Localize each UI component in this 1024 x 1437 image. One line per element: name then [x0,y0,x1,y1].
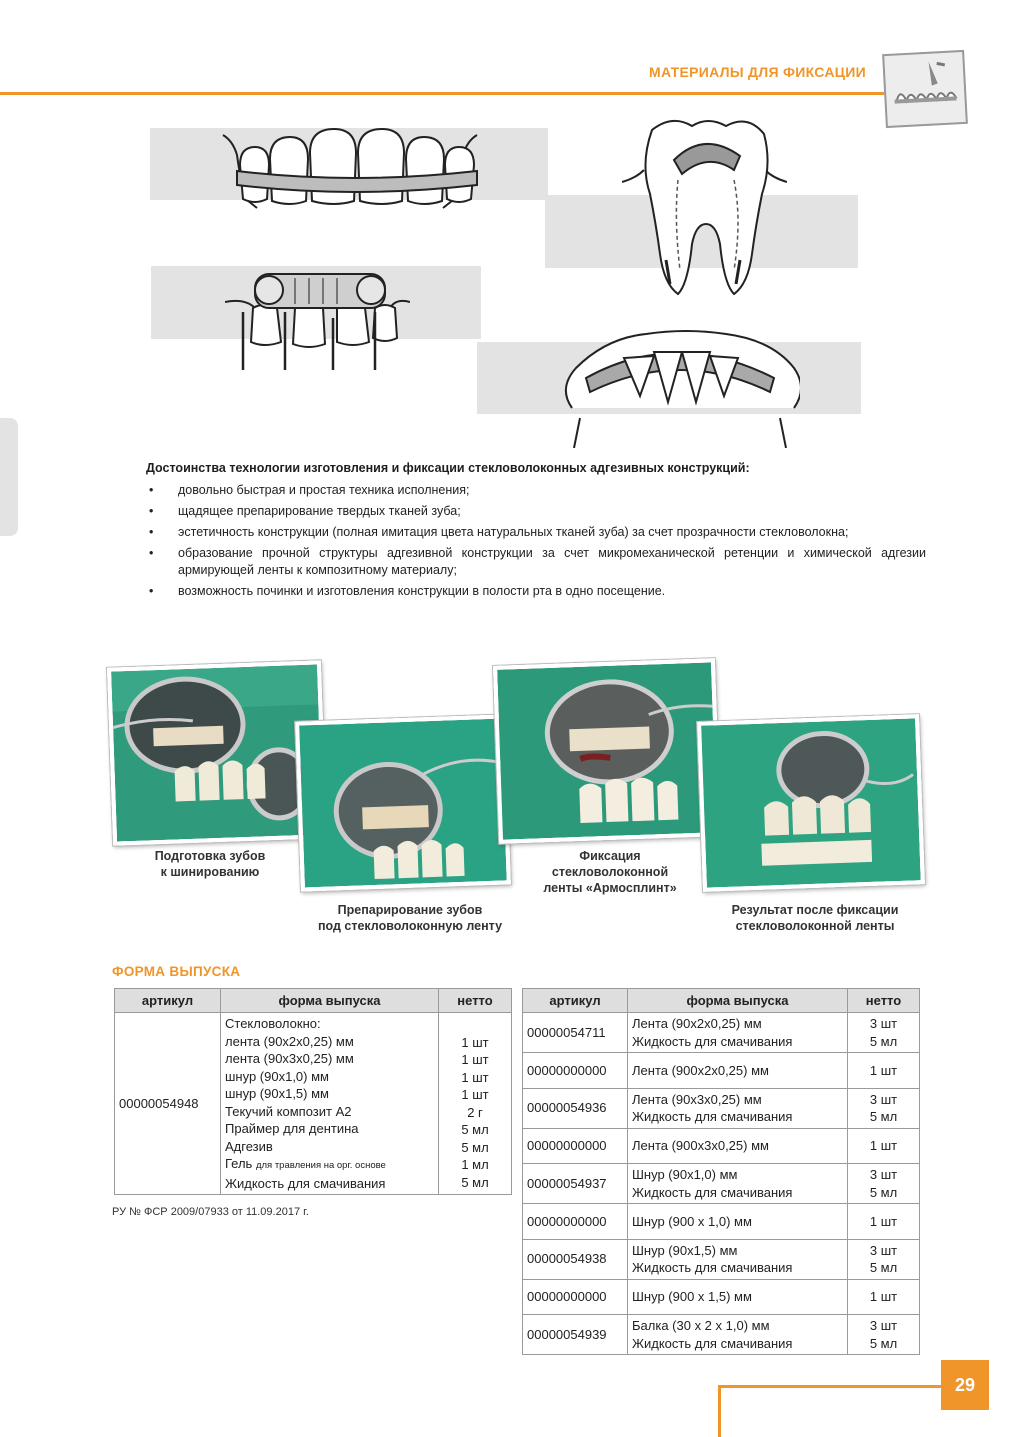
form-cell: Шнур (900 x 1,0) мм [628,1204,848,1240]
article-cell: 00000000000 [523,1279,628,1315]
table-row [523,1013,920,1053]
photo-caption: Результат после фиксации стекловолоконной ленты [731,903,899,933]
footer-frame [718,1385,944,1388]
table-row [115,1013,512,1195]
table-row [523,1279,920,1315]
column-header: артикул [523,989,628,1013]
article-cell: 00000054938 [523,1239,628,1279]
article-cell: 00000000000 [523,1128,628,1164]
side-tab [0,418,18,536]
photo-drilling [295,714,511,891]
form-cell: Лента (90x3x0,25) мм Жидкость для смачивания [628,1088,848,1128]
page-number: 29 [941,1360,989,1410]
lower-arch-illustration [560,318,800,448]
section-title: МАТЕРИАЛЫ ДЛЯ ФИКСАЦИИ [648,64,866,80]
table-row [523,1204,920,1240]
photo-fixation [493,658,721,844]
advantage-item: • эстетичность конструкции (полная имитация цвета натуральных тканей зуба) за счет прозрачности стекловолокна; [146,524,926,541]
release-table-items [522,988,920,1355]
advantages-title: Достоинства технологии изготовления и фиксации стекловолоконных адгезивных конструкций: [146,461,750,475]
gel-line: Гель для травления на орг. основе [225,1156,386,1171]
table-row [523,1053,920,1089]
form-cell: Балка (30 x 2 x 1,0) мм Жидкость для смачивания [628,1315,848,1355]
photo-caption: Фиксация стекловолоконной ленты «Армосплинт» [543,849,677,895]
table-row [523,1088,920,1128]
advantage-item: • довольно быстрая и простая техника исполнения; [146,482,926,499]
netto-cell: 1 шт [848,1053,920,1089]
advantage-item: • щадящее препарирование твердых тканей зуба; [146,503,926,520]
table-row [523,1128,920,1164]
netto-cell: 3 шт 5 мл [848,1315,920,1355]
netto-cell: 1 шт 1 шт 1 шт 1 шт 2 г 5 мл 5 мл 1 мл 5 мл [439,1013,512,1195]
bridge-splint-illustration [225,268,410,373]
article-cell: 00000054939 [523,1315,628,1355]
photo-caption: Подготовка зубов к шинированию [154,849,266,879]
advantages-list [146,482,926,604]
article-cell: 00000054937 [523,1164,628,1204]
netto-cell: 3 шт 5 мл [848,1088,920,1128]
netto-cell: 3 шт 5 мл [848,1013,920,1053]
netto-cell: 1 шт [848,1279,920,1315]
netto-cell: 3 шт 5 мл [848,1239,920,1279]
molar-section-illustration [622,110,787,305]
advantage-item: • возможность починки и изготовления конструкции в полости рта в одно посещение. [146,583,926,600]
column-header: нетто [439,989,512,1013]
netto-cell: 3 шт 5 мл [848,1164,920,1204]
form-cell: Шнур (90x1,5) мм Жидкость для смачивания [628,1239,848,1279]
form-cell: Лента (900x3x0,25) мм [628,1128,848,1164]
form-cell: Стекловолокно: лента (90x2x0,25) мм лента (90x3x0,25) мм шнур (90x1,0) мм шнур (90x1,5) мм Текучий композит А2 Праймер для дентина Адгезив Гель для травления на орг. основе Жидкость для смачивания [221,1013,439,1195]
article-cell: 00000054936 [523,1088,628,1128]
netto-cell: 1 шт [848,1204,920,1240]
photo-caption: Препарирование зубов под стекловолоконную ленту [317,903,503,933]
form-cell: Шнур (90x1,0) мм Жидкость для смачивания [628,1164,848,1204]
article-cell: 00000000000 [523,1053,628,1089]
form-cell: Шнур (900 x 1,5) мм [628,1279,848,1315]
header-rule [0,92,885,95]
article-cell: 00000000000 [523,1204,628,1240]
photo-preparation [107,660,327,845]
tooth-splint-icon [882,50,968,128]
column-header: форма выпуска [628,989,848,1013]
article-cell: 00000054948 [115,1013,221,1195]
release-table-kit [114,988,512,1195]
advantage-item: • образование прочной структуры адгезивной конструкции за счет микромеханической ретенции и химической адгезии армирующей ленты к композитному материалу; [146,545,926,579]
table-row [523,1239,920,1279]
form-cell: Лента (90x2x0,25) мм Жидкость для смачивания [628,1013,848,1053]
form-cell: Лента (900x2x0,25) мм [628,1053,848,1089]
registration-note: РУ № ФСР 2009/07933 от 11.09.2017 г. [112,1206,309,1218]
release-form-title: ФОРМА ВЫПУСКА [112,964,241,979]
article-cell: 00000054711 [523,1013,628,1053]
upper-splint-illustration [215,125,485,220]
column-header: форма выпуска [221,989,439,1013]
column-header: нетто [848,989,920,1013]
release-table-body [523,1013,920,1355]
table-row [523,1164,920,1204]
netto-cell: 1 шт [848,1128,920,1164]
column-header: артикул [115,989,221,1013]
footer-frame [718,1385,721,1437]
table-row [523,1315,920,1355]
photo-result [697,714,925,892]
